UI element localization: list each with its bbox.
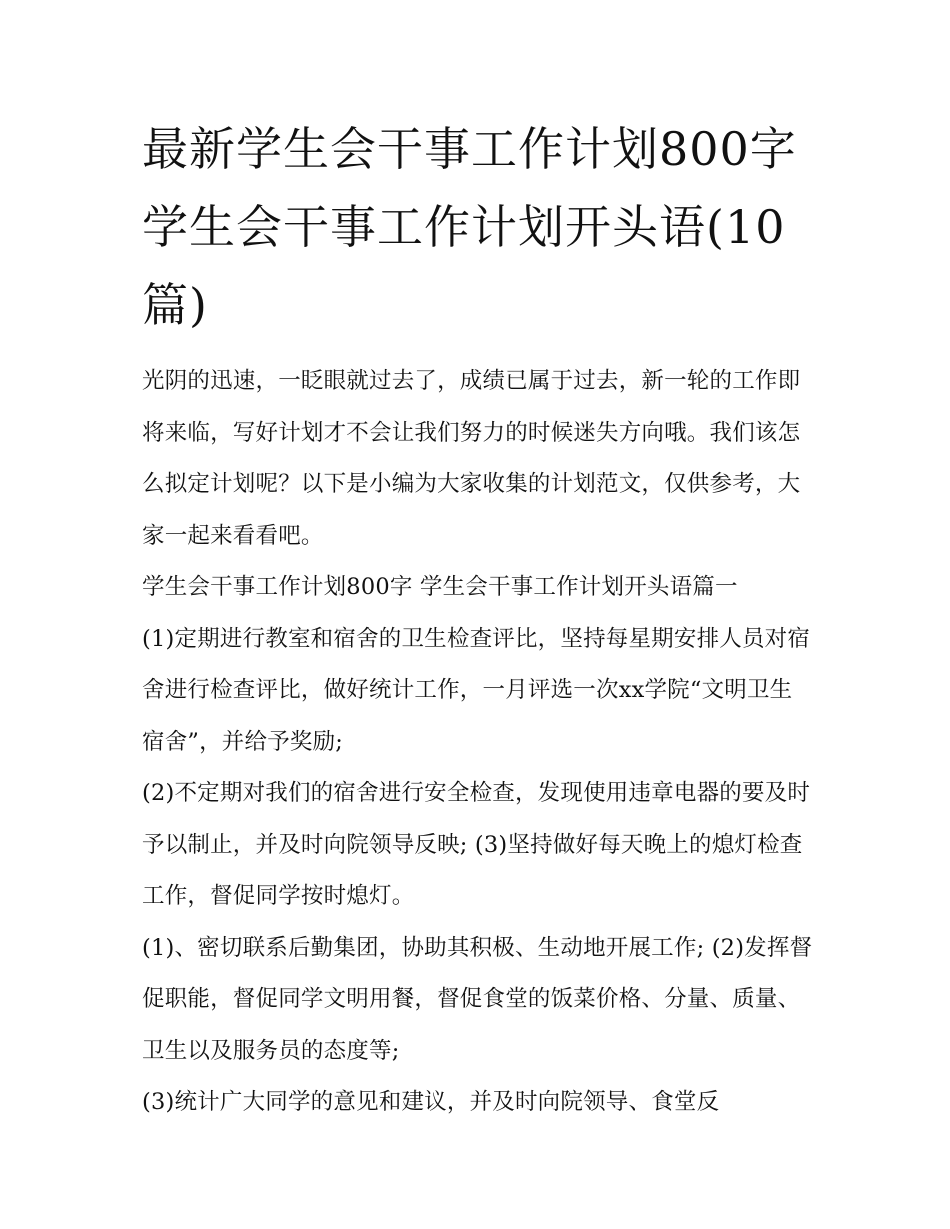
document-page <box>142 110 814 1129</box>
document-title: 最新学生会干事工作计划800字 学生会干事工作计划开头语(10篇) <box>142 122 797 332</box>
body-paragraph: (2)不定期对我们的宿舍进行安全检查，发现使用违章电器的要及时予以制止，并及时向院领导反映; (3)坚持做好每天晚上的熄灯检查工作，督促同学按时熄灯。 <box>142 780 811 909</box>
body-paragraph: (3)统计广大同学的意见和建议，并及时向院领导、食堂反 <box>142 1089 720 1115</box>
body-paragraph: (1)、密切联系后勤集团，协助其积极、生动地开展工作; (2)发挥督促职能，督促同学文明用餐，督促食堂的饭菜价格、分量、质量、卫生以及服务员的态度等; <box>142 934 813 1064</box>
document-body <box>142 356 814 1129</box>
intro-paragraph: 光阴的迅速，一眨眼就过去了，成绩已属于过去，新一轮的工作即将来临，写好计划才不会让我们努力的时候迷失方向哦。我们该怎么拟定计划呢？以下是小编为大家收集的计划范文，仅供参考，大家一起来看看吧。 <box>142 368 801 549</box>
section-heading: 学生会干事工作计划800字 学生会干事工作计划开头语篇一 <box>142 574 738 600</box>
body-paragraph: (1)定期进行教室和宿舍的卫生检查评比，坚持每星期安排人员对宿舍进行检查评比，做好统计工作，一月评选一次xx学院“文明卫生宿舍”，并给予奖励; <box>142 625 811 755</box>
